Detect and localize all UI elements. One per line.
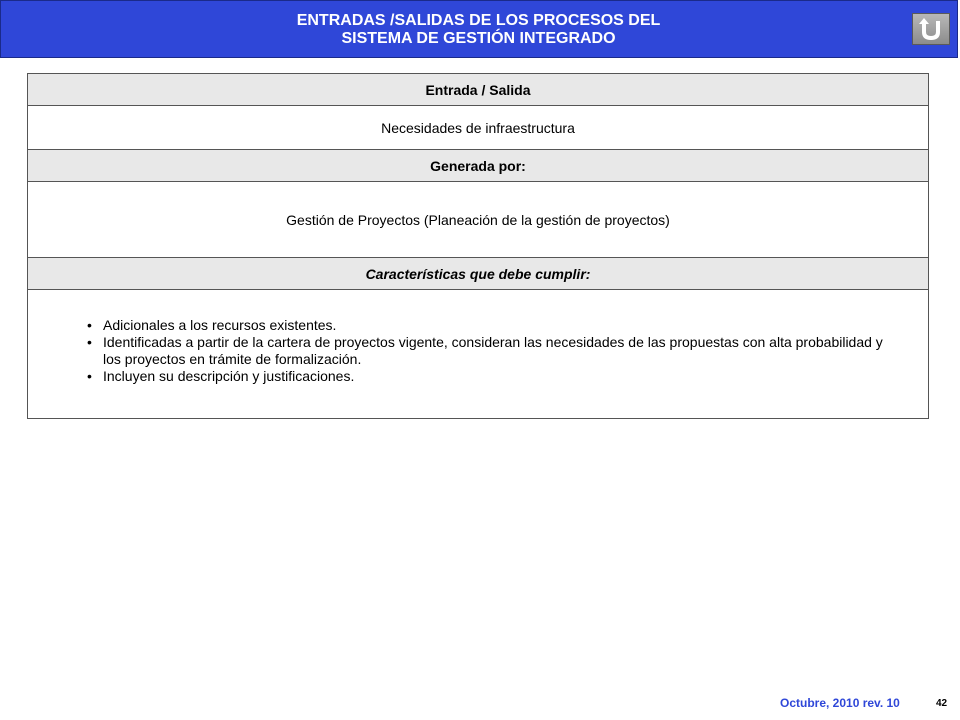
page-title-line-1: ENTRADAS /SALIDAS DE LOS PROCESOS DEL [296,12,661,29]
page-title [1,12,956,48]
caracteristicas-header: Características que debe cumplir: [28,258,929,290]
entrada-salida-value: Necesidades de infraestructura [28,106,929,150]
list-item: • Adicionales a los recursos existentes. [103,317,898,334]
footer-date-revision: Octubre, 2010 rev. 10 [780,696,900,710]
u-turn-back-icon [918,17,944,41]
generada-por-header: Generada por: [28,150,929,182]
back-button[interactable] [912,13,950,45]
page-number: 42 [936,698,948,709]
process-info-table [27,73,929,419]
page-title-line-2: SISTEMA DE GESTIÓN INTEGRADO [341,30,616,47]
header-bar [0,0,958,58]
caracteristicas-list [28,290,928,385]
list-item: • Identificadas a partir de la cartera de proyectos vigente, consideran las necesidades de las propuestas con alta probabilidad y los proyectos en trámite de formalización. [103,334,898,368]
list-item: • Incluyen su descripción y justificaciones. [103,368,898,385]
entrada-salida-header: Entrada / Salida [28,74,929,106]
generada-por-value: Gestión de Proyectos (Planeación de la gestión de proyectos) [28,182,929,258]
caracteristicas-cell [28,290,929,419]
